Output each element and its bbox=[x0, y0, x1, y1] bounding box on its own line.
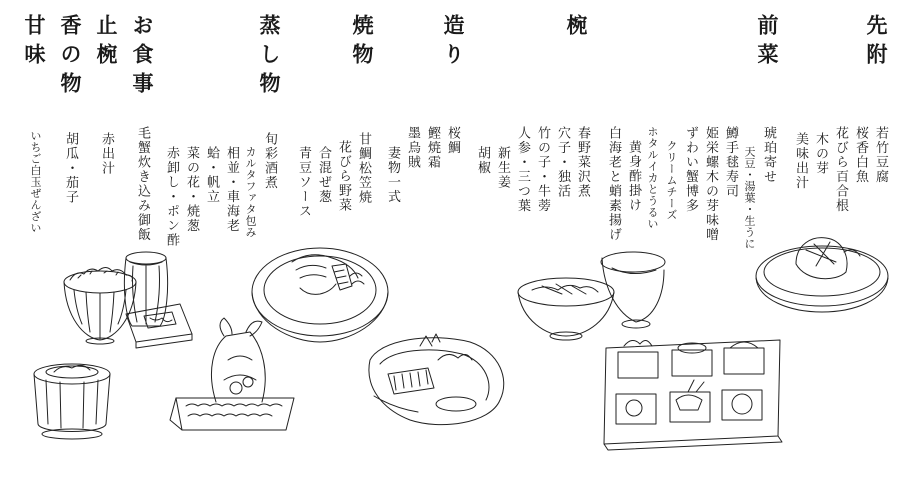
dish-item: 墨烏賊 bbox=[405, 126, 420, 170]
dish-item: 竹の子・牛蒡 bbox=[535, 126, 550, 213]
dish-item: 甘鯛松笠焼 bbox=[356, 132, 371, 205]
course-title-yakimono: 焼物 bbox=[350, 14, 375, 72]
dish-item: クリームチーズ bbox=[665, 140, 678, 221]
course-title-zensai: 前菜 bbox=[755, 14, 780, 72]
rice-bowl-illustration bbox=[64, 268, 136, 345]
dish-item: 妻物一式 bbox=[385, 146, 400, 204]
dish-item: 木の芽 bbox=[813, 132, 828, 176]
course-title-mushimono: 蒸し物 bbox=[257, 14, 282, 101]
dish-item: 赤卸し・ポン酢 bbox=[164, 146, 179, 248]
dish-item: カルタファタ包み bbox=[244, 146, 257, 238]
course-title-tsukuri: 造り bbox=[441, 14, 466, 72]
dish-item: 赤出汁 bbox=[99, 132, 114, 176]
grilled-dish-illustration bbox=[252, 248, 388, 342]
dish-item: 新生姜 bbox=[495, 146, 510, 190]
dish-item: 菜の花・焼葱 bbox=[184, 146, 199, 233]
dish-item: 鰹焼霜 bbox=[425, 126, 440, 170]
dish-item: いちご白玉ぜんざい bbox=[29, 130, 42, 234]
dish-item: 琥珀寄せ bbox=[761, 126, 776, 184]
dish-item: 姫栄螺木の芽味噌 bbox=[703, 126, 718, 242]
dish-item: ずわい蟹博多 bbox=[683, 126, 698, 213]
course-title-tomewan: 止椀 bbox=[94, 14, 119, 72]
course-title-kanmi: 甘味 bbox=[22, 14, 47, 72]
dessert-cup-illustration bbox=[34, 364, 110, 439]
sashimi-plate-illustration bbox=[369, 334, 504, 425]
dish-item: 天豆・湯葉・生うに bbox=[743, 146, 756, 250]
dish-item: 美味出汁 bbox=[793, 132, 808, 190]
dish-item: 青豆ソース bbox=[296, 146, 311, 219]
dish-item: 白海老と蛸素揚げ bbox=[606, 126, 621, 242]
dish-item: 桜鯛 bbox=[445, 126, 460, 155]
dish-item: 桜香白魚 bbox=[853, 126, 868, 184]
dish-item: 鱒手毬寿司 bbox=[723, 126, 738, 199]
dish-item: 人参・三つ葉 bbox=[515, 126, 530, 213]
course-title-wan: 椀 bbox=[564, 14, 589, 43]
appetizer-plate-illustration bbox=[756, 238, 888, 312]
dish-item: 蛤・帆立 bbox=[204, 146, 219, 204]
dish-item: 穴子・独活 bbox=[555, 126, 570, 199]
course-title-sakizuke: 先附 bbox=[864, 14, 889, 72]
course-title-shokuji: お食事 bbox=[130, 14, 155, 101]
dish-item: 黄身酢掛け bbox=[626, 140, 641, 213]
dish-item: 花びら野菜 bbox=[336, 140, 351, 213]
dish-item: 若竹豆腐 bbox=[873, 126, 888, 184]
course-title-kounomono: 香の物 bbox=[58, 14, 83, 101]
dish-item: ホタルイカとうるい bbox=[646, 126, 659, 230]
dish-item: 花びら百合根 bbox=[833, 126, 848, 213]
dish-item: 相並・車海老 bbox=[224, 146, 239, 233]
dish-item: 合混ぜ葱 bbox=[316, 146, 331, 204]
dish-item: 胡椒 bbox=[475, 146, 490, 175]
soup-bowl-illustration bbox=[518, 278, 614, 340]
bowl-lid-illustration bbox=[601, 252, 665, 328]
lidded-jar-illustration bbox=[124, 252, 167, 326]
dish-item: 旬彩酒煮 bbox=[262, 132, 277, 190]
dish-item: 春野菜沢煮 bbox=[575, 126, 590, 199]
dish-item: 胡瓜・茄子 bbox=[63, 132, 78, 205]
dish-item: 毛蟹炊き込み御飯 bbox=[135, 126, 150, 242]
appetizer-tray-illustration bbox=[604, 340, 782, 450]
